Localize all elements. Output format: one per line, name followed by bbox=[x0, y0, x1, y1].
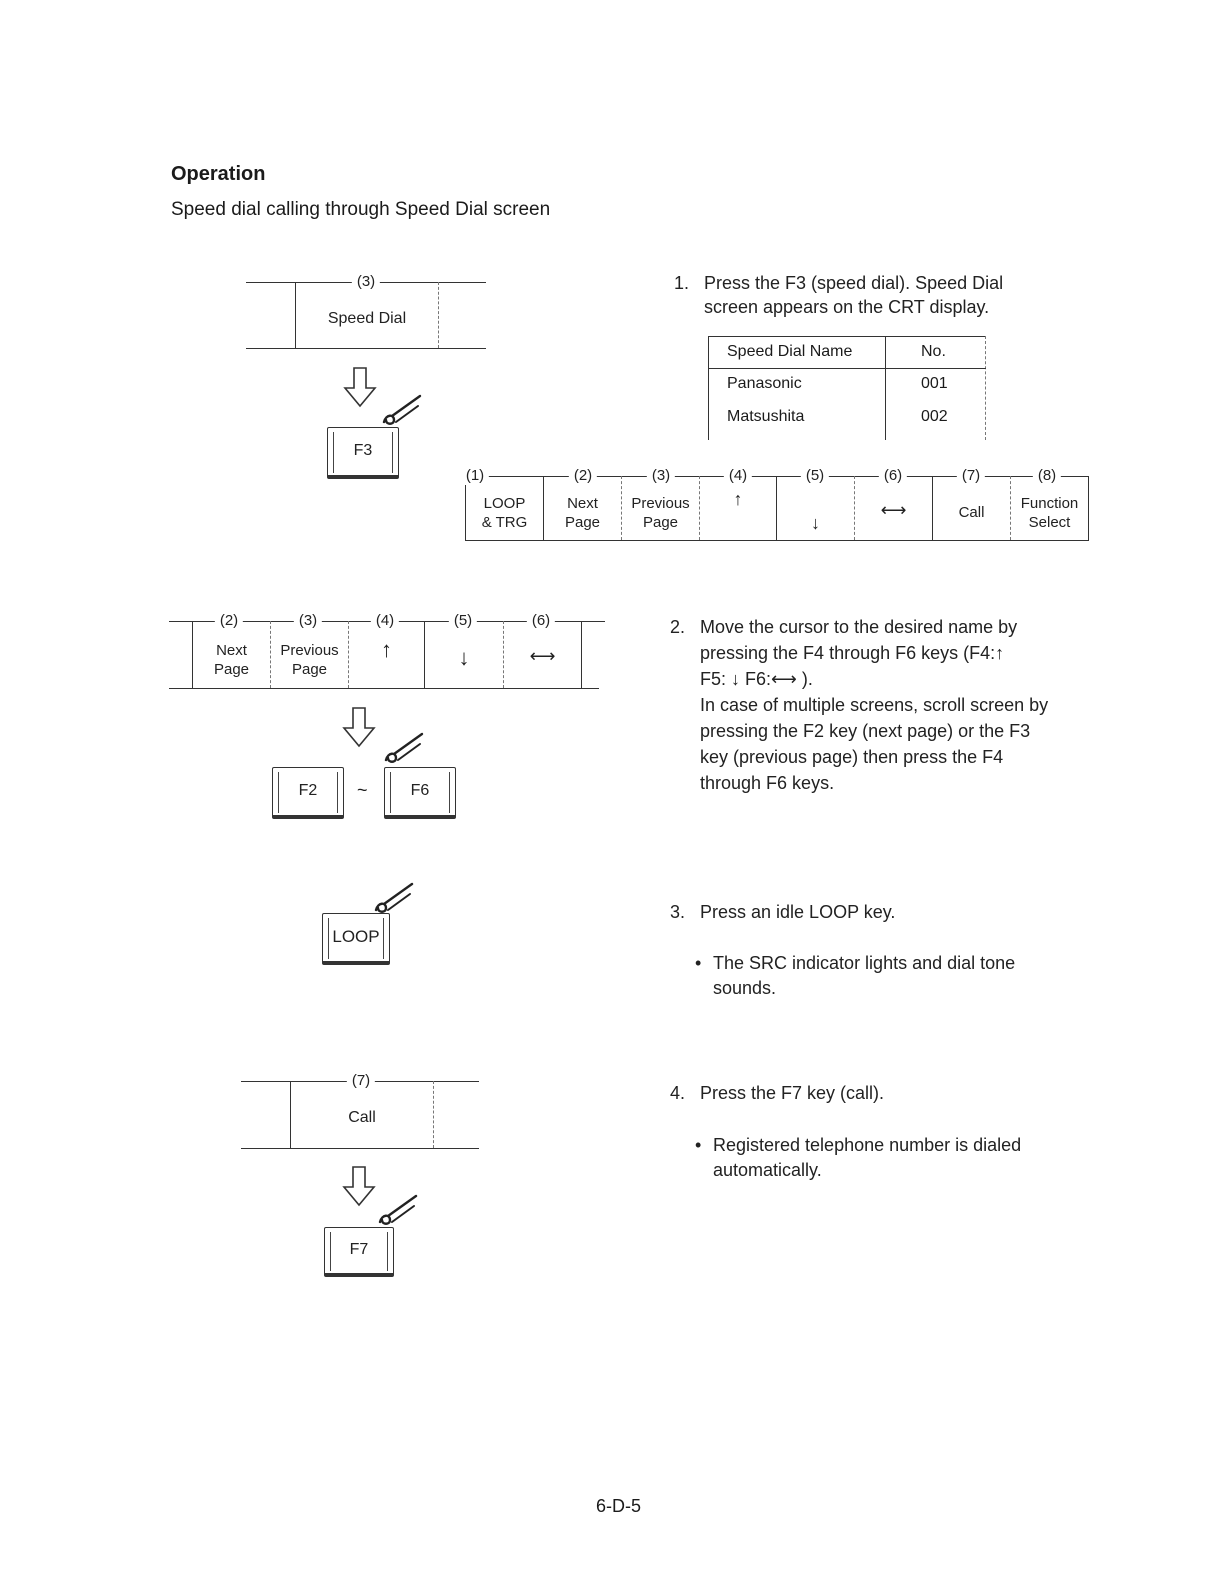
speed-dial-header-label: Speed Dial bbox=[327, 310, 407, 327]
pressing-finger-icon bbox=[382, 730, 426, 766]
fbar-8-number: (8) bbox=[1033, 467, 1061, 485]
pressing-finger-icon bbox=[376, 1192, 420, 1228]
step-2-line-2: pressing the F4 through F6 keys (F4:↑ bbox=[700, 643, 1005, 663]
step-1-number: 1. bbox=[674, 273, 690, 293]
pressing-finger-icon bbox=[380, 392, 424, 428]
fbar-2-label-2: Page bbox=[564, 514, 601, 531]
fbar-7-label: Call bbox=[958, 504, 985, 521]
step-2-line-7: through F6 keys. bbox=[700, 773, 835, 793]
step-2-line-3: F5: ↓ F6:⟷ ). bbox=[700, 669, 813, 689]
speed-dial-header-number: (3) bbox=[352, 273, 380, 291]
bar2-2-number: (2) bbox=[215, 612, 243, 630]
bar2-2-label-2: Page bbox=[213, 661, 250, 678]
fbar-5-down-arrow-icon: ↓ bbox=[811, 513, 820, 533]
f6-key[interactable] bbox=[384, 767, 456, 819]
bar2-3-number: (3) bbox=[294, 612, 322, 630]
f3-key[interactable] bbox=[327, 427, 399, 479]
table-row-2-name[interactable]: Matsushita bbox=[727, 408, 805, 425]
step-2-line-1: Move the cursor to the desired name by bbox=[700, 617, 1018, 637]
fbar-8-label-1: Function bbox=[1020, 495, 1079, 512]
table-header-no: No. bbox=[921, 343, 946, 360]
step-2-line-5: pressing the F2 key (next page) or the F3 bbox=[700, 721, 1031, 741]
fbar-1-label-2: & TRG bbox=[481, 514, 528, 531]
step-2-number: 2. bbox=[670, 617, 686, 637]
bar2-3-label-2: Page bbox=[291, 661, 328, 678]
fbar-3-label-2: Page bbox=[642, 514, 679, 531]
hollow-down-arrow-icon bbox=[342, 706, 376, 748]
step-3-bullet-line-1: The SRC indicator lights and dial tone bbox=[713, 953, 1016, 973]
step-3-number: 3. bbox=[670, 902, 686, 922]
step-4-bullet-line-2: automatically. bbox=[713, 1160, 822, 1180]
bar2-6-left-right-arrow-icon: ⟷ bbox=[529, 646, 556, 666]
table-header-name: Speed Dial Name bbox=[727, 343, 853, 360]
bar2-6-number: (6) bbox=[527, 612, 555, 630]
fbar-5-number: (5) bbox=[801, 467, 829, 485]
bar2-3-label-1: Previous bbox=[280, 642, 339, 659]
fbar-2-number: (2) bbox=[569, 467, 597, 485]
bullet-icon: • bbox=[695, 953, 702, 973]
step-3-bullet-line-2: sounds. bbox=[713, 978, 777, 998]
f3-key-label: F3 bbox=[353, 442, 373, 459]
step-4-bullet-line-1: Registered telephone number is dialed bbox=[713, 1135, 1022, 1155]
hollow-down-arrow-icon bbox=[343, 366, 377, 408]
pressing-finger-icon bbox=[372, 880, 416, 916]
fbar-6-number: (6) bbox=[879, 467, 907, 485]
bar2-4-up-arrow-icon: ↑ bbox=[381, 637, 392, 662]
page-number: 6-D-5 bbox=[596, 1496, 642, 1516]
fbar-4-number: (4) bbox=[724, 467, 752, 485]
fbar-8-label-2: Select bbox=[1028, 514, 1071, 531]
fbar-2-label-1: Next bbox=[567, 495, 598, 512]
step-3-line: Press an idle LOOP key. bbox=[700, 902, 896, 922]
step-1-line-2: screen appears on the CRT display. bbox=[704, 297, 990, 317]
page-title: Operation bbox=[171, 163, 266, 185]
fbar-1-number: (1) bbox=[461, 467, 489, 485]
step-1-line-1: Press the F3 (speed dial). Speed Dial bbox=[704, 273, 1004, 293]
step-4-number: 4. bbox=[670, 1083, 686, 1103]
bar2-5-number: (5) bbox=[449, 612, 477, 630]
fbar-6-left-right-arrow-icon: ⟷ bbox=[880, 500, 907, 520]
hollow-down-arrow-icon bbox=[342, 1165, 376, 1207]
f7-key[interactable] bbox=[324, 1227, 394, 1277]
loop-key-label: LOOP bbox=[332, 927, 380, 946]
step-2-line-6: key (previous page) then press the F4 bbox=[700, 747, 1004, 767]
bar2-4-number: (4) bbox=[371, 612, 399, 630]
step-4-line: Press the F7 key (call). bbox=[700, 1083, 885, 1103]
table-row-1-name[interactable]: Panasonic bbox=[727, 375, 802, 392]
f7-key-label: F7 bbox=[349, 1241, 369, 1258]
call-header-number: (7) bbox=[347, 1072, 375, 1090]
fbar-4-up-arrow-icon: ↑ bbox=[733, 489, 743, 509]
bar2-5-down-arrow-icon: ↓ bbox=[458, 645, 470, 670]
fbar-3-number: (3) bbox=[647, 467, 675, 485]
key-range-separator: ~ bbox=[357, 780, 368, 800]
bar2-2-label-1: Next bbox=[216, 642, 247, 659]
page-subtitle: Speed dial calling through Speed Dial screen bbox=[171, 199, 551, 220]
f2-key-label: F2 bbox=[298, 782, 318, 799]
step-2-line-4: In case of multiple screens, scroll screen by bbox=[700, 695, 1049, 715]
call-header-label: Call bbox=[348, 1109, 376, 1126]
f6-key-label: F6 bbox=[410, 782, 430, 799]
table-row-1-no: 001 bbox=[921, 375, 948, 392]
fbar-3-label-1: Previous bbox=[631, 495, 690, 512]
loop-key[interactable] bbox=[322, 913, 390, 965]
bullet-icon: • bbox=[695, 1135, 702, 1155]
fbar-7-number: (7) bbox=[957, 467, 985, 485]
fbar-1-label-1: LOOP bbox=[483, 495, 526, 512]
table-row-2-no: 002 bbox=[921, 408, 948, 425]
f2-key[interactable] bbox=[272, 767, 344, 819]
